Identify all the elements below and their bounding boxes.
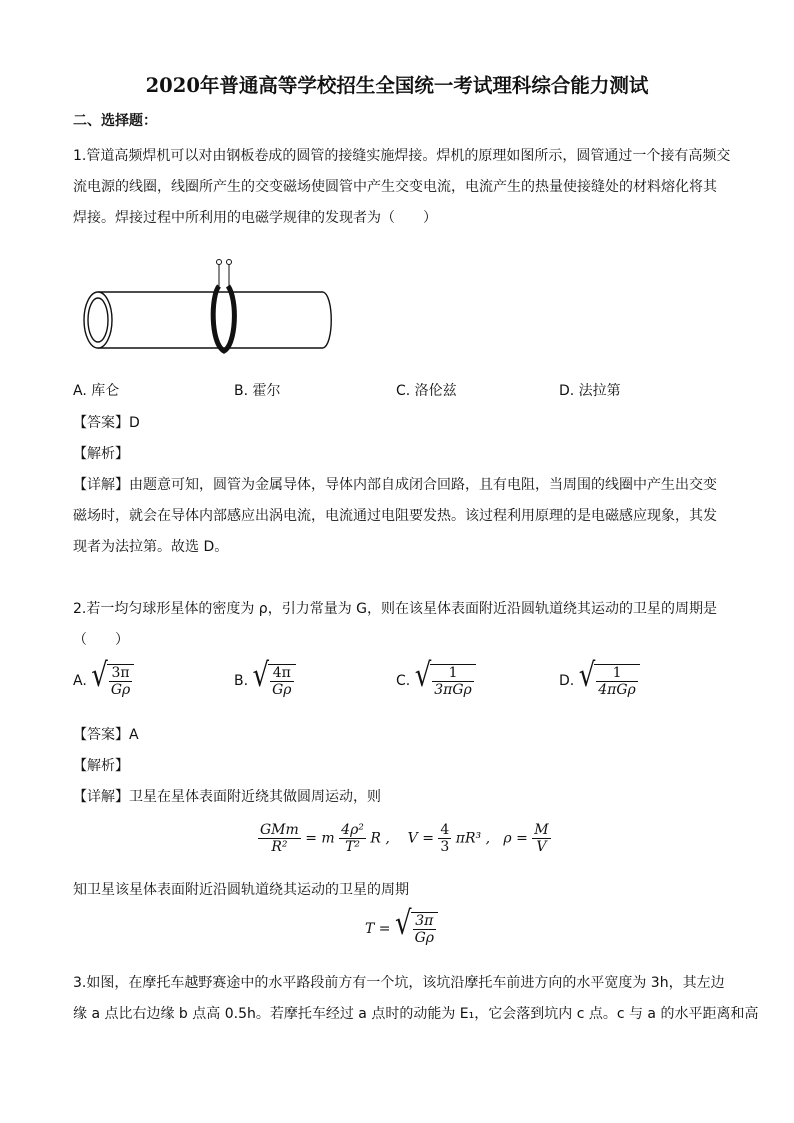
pipe-illustration xyxy=(84,292,331,348)
q1-analysis-tag: 【解析】 xyxy=(73,446,129,462)
q2-conclusion: 知卫星该星体表面附近沿圆轨道绕其运动的卫星的周期 xyxy=(73,882,409,898)
q1-detail-line-2: 磁场时，就会在导体内部感应出涡电流，电流通过电阻要发热。该过程利用原理的是电磁感应现象，其发 xyxy=(73,508,717,524)
q2-option-d: D. √ $\frac{1}{\text{4πGρ}}$ xyxy=(559,664,640,698)
q1-option-d: D. 法拉第 xyxy=(559,383,621,399)
q1-option-a: A. 库仑 xyxy=(73,383,120,399)
pipe-coil-figure xyxy=(78,255,340,360)
q2-analysis-tag: 【解析】 xyxy=(73,758,129,774)
q3-line-2: 缘 a 点比右边缘 b 点高 0.5h。若摩托车经过 a 点时的动能为 E₁，它会落到坑内 c 点。c 与 a 的水平距离和高 xyxy=(73,1006,759,1022)
q1-option-b: B. 霍尔 xyxy=(234,383,281,399)
page-title: 2020年普通高等学校招生全国统一考试理科综合能力测试 xyxy=(145,74,649,97)
q2-equation-1: $\frac{\text{GMm}}{\text{R²}}$ = m $\frac{\text{4ρ²}}{\text{T²}}$ R , V = $\frac{4}{3}$ πR³ , ρ = $\frac{M}{V}$ xyxy=(260,822,549,855)
q2-equation-2: T = √ $\frac{3\pi}{G\rho}$ xyxy=(365,912,438,946)
section-heading: 二、选择题： xyxy=(73,113,157,129)
q1-line-2: 流电源的线圈，线圈所产生的交变磁场使圆管中产生交变电流，电流产生的热量使接缝处的材料熔化将其 xyxy=(73,179,717,195)
q3-line-1: 3.如图，在摩托车越野赛途中的水平路段前方有一个坑，该坑沿摩托车前进方向的水平宽度为 3h，其左边 xyxy=(73,975,725,991)
q2-line-1: 2.若一均匀球形星体的密度为 ρ，引力常量为 G，则在该星体表面附近沿圆轨道绕其运动的卫星的周期是 xyxy=(73,601,717,617)
q2-option-a: A. √ $\frac{3\pi}{G\rho}$ xyxy=(73,664,134,698)
q1-detail-line-3: 现者为法拉第。故选 D。 xyxy=(73,539,229,555)
q2-answer: 【答案】A xyxy=(73,727,139,743)
q2-detail: 【详解】卫星在星体表面附近绕其做圆周运动，则 xyxy=(73,789,381,805)
q1-detail-line-1: 【详解】由题意可知，圆管为金属导体，导体内部自成闭合回路，且有电阻，当周围的线圈中产生出交变 xyxy=(73,477,717,493)
coil-illustration xyxy=(213,260,234,352)
q1-option-c: C. 洛伦兹 xyxy=(396,383,457,399)
q1-line-3: 焊接。焊接过程中所利用的电磁学规律的发现者为（ ） xyxy=(73,210,437,226)
q1-answer: 【答案】D xyxy=(73,415,140,431)
q2-option-b: B. √ $\frac{4\pi}{G\rho}$ xyxy=(234,664,296,698)
q2-line-2: （ ） xyxy=(73,632,129,648)
q1-line-1: 1.管道高频焊机可以对由钢板卷成的圆管的接缝实施焊接。焊机的原理如图所示，圆管通过一个接有高频交 xyxy=(73,148,731,164)
q2-option-c: C. √ $\frac{1}{\text{3πGρ}}$ xyxy=(396,664,476,698)
